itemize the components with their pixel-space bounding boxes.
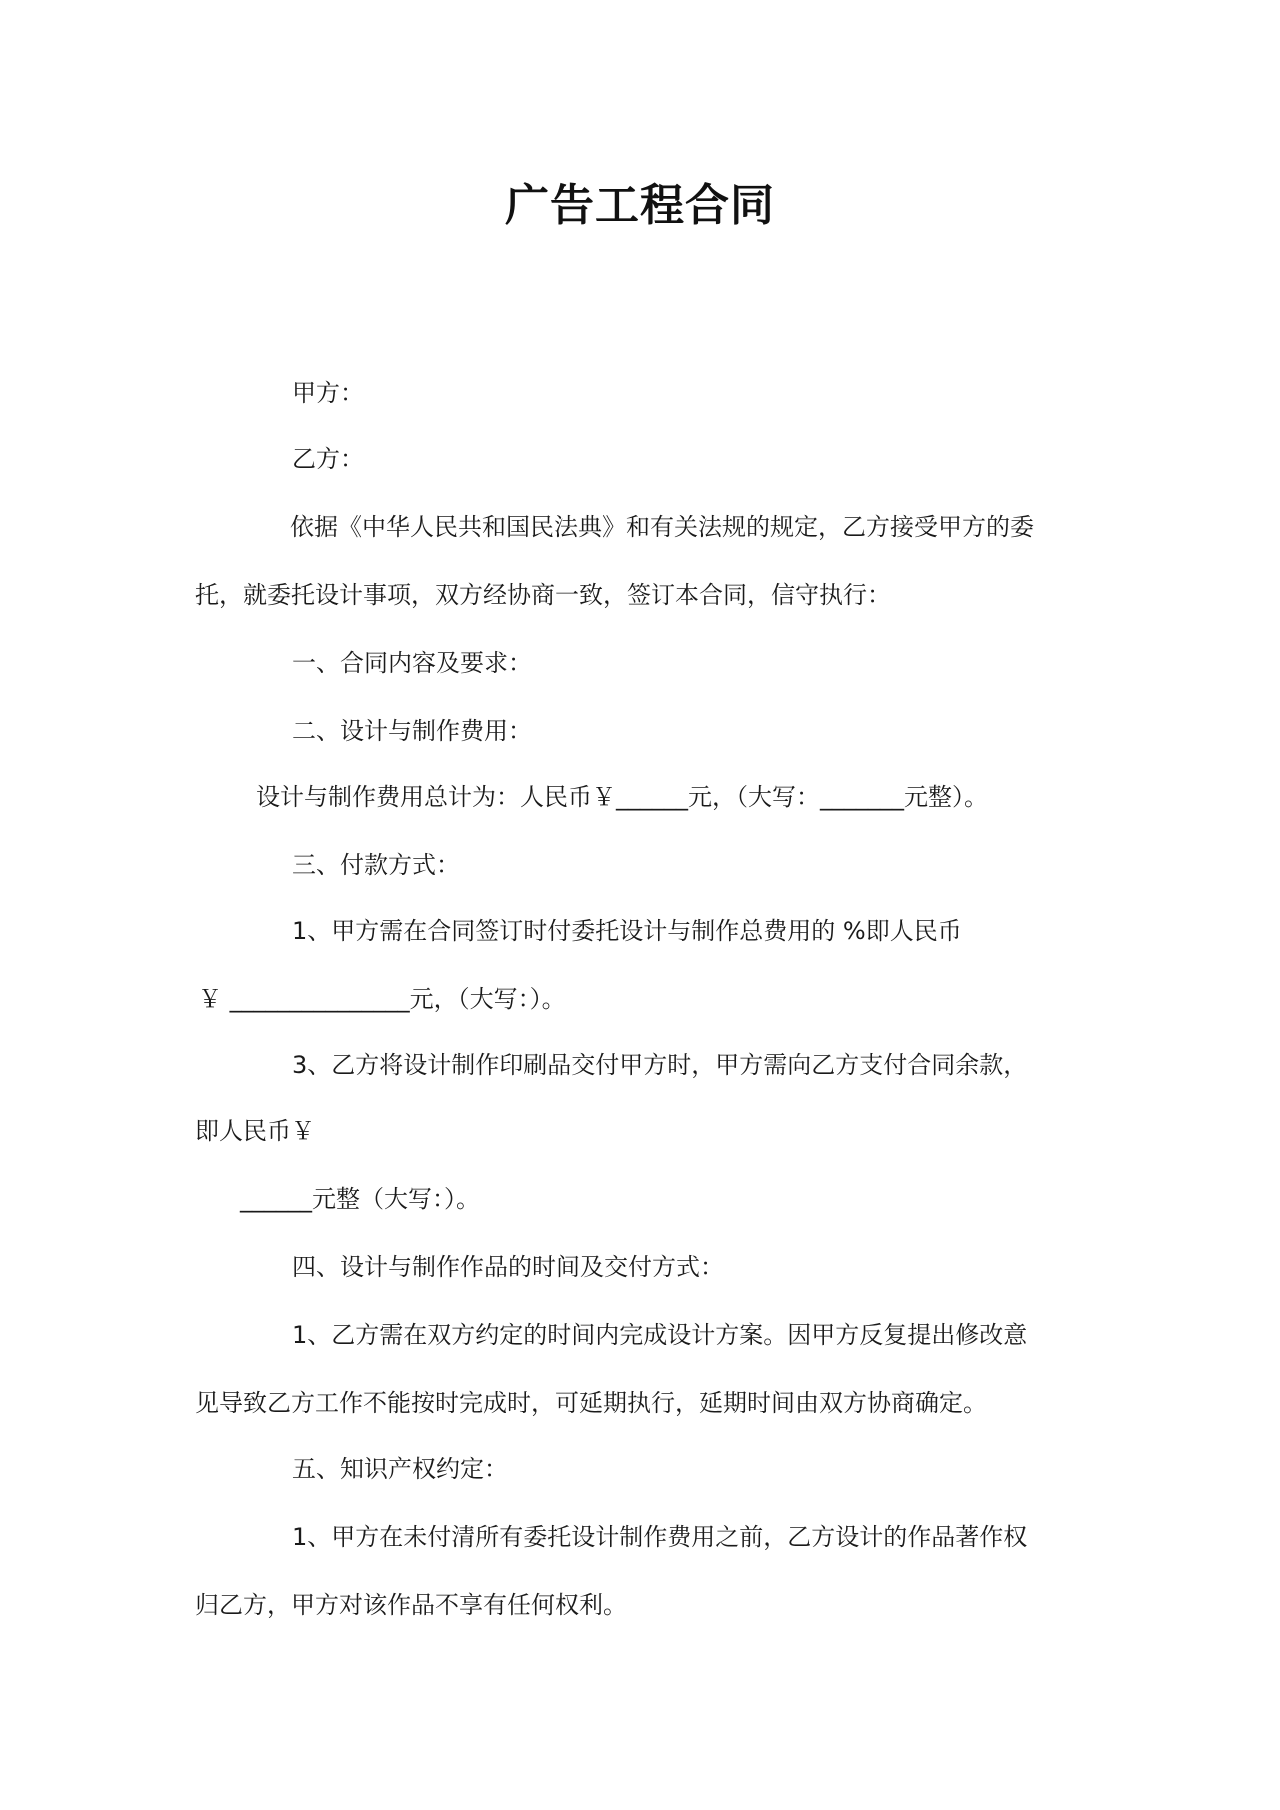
section-3-heading: 三、付款方式： — [292, 851, 460, 879]
party-a-line: 甲方： — [292, 379, 364, 407]
payment-clause-3-line-1: 3、乙方将设计制作印刷品交付甲方时，甲方需向乙方支付合同余款， — [292, 1051, 1028, 1079]
section-1-heading: 一、合同内容及要求： — [292, 649, 532, 677]
payment-clause-3-line-2: 即人民币￥ — [195, 1117, 315, 1145]
preamble-line-1: 依据《中华人民共和国民法典》和有关法规的规定，乙方接受甲方的委 — [290, 513, 1034, 541]
payment-clause-3-line-3: ______元整（大写：）。 — [240, 1185, 480, 1213]
fee-total-line: 设计与制作费用总计为：人民币￥______元，（大写：_______元整）。 — [256, 783, 988, 811]
ip-clause-1-line-2: 归乙方，甲方对该作品不享有任何权利。 — [195, 1591, 627, 1619]
ip-clause-1-line-1: 1、甲方在未付清所有委托设计制作费用之前，乙方设计的作品著作权 — [292, 1523, 1028, 1551]
delivery-clause-1-line-1: 1、乙方需在双方约定的时间内完成设计方案。因甲方反复提出修改意 — [292, 1321, 1028, 1349]
delivery-clause-1-line-2: 见导致乙方工作不能按时完成时，可延期执行，延期时间由双方协商确定。 — [195, 1389, 987, 1417]
document-title: 广告工程合同 — [505, 180, 775, 231]
party-b-line: 乙方： — [292, 445, 364, 473]
preamble-line-2: 托，就委托设计事项，双方经协商一致，签订本合同，信守执行： — [195, 581, 891, 609]
section-2-heading: 二、设计与制作费用： — [292, 717, 532, 745]
section-5-heading: 五、知识产权约定： — [292, 1455, 508, 1483]
payment-clause-1-line-1: 1、甲方需在合同签订时付委托设计与制作总费用的 %即人民币 — [292, 917, 962, 945]
section-4-heading: 四、设计与制作作品的时间及交付方式： — [292, 1253, 724, 1281]
payment-clause-1-line-2: ￥ _______________元，（大写：）。 — [198, 985, 566, 1013]
